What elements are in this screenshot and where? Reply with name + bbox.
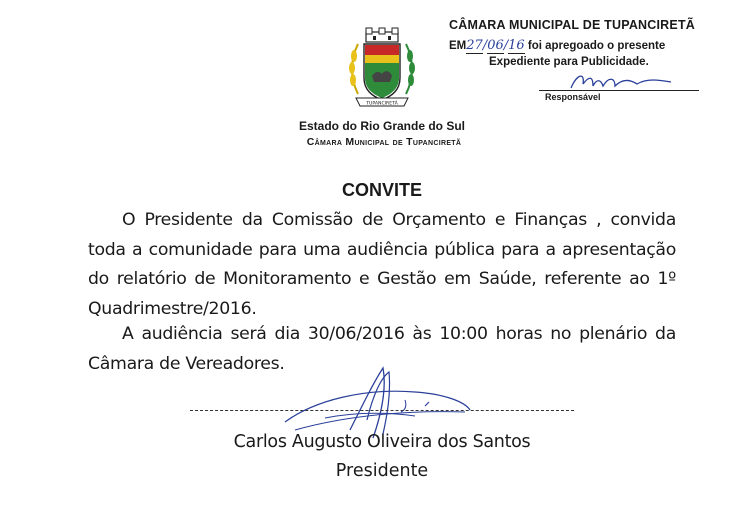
- stamp-date-year: 16: [508, 38, 525, 53]
- hearing-date-paragraph: A audiência será dia 30/06/2016 às 10:00 horas no plenário da Câmara de Vereadores.: [88, 324, 676, 374]
- stamp-date-day: 27: [466, 38, 483, 53]
- municipal-coat-of-arms-icon: [340, 26, 424, 110]
- chamber-heading: Câmara Municipal de Tupanciretã: [306, 136, 462, 148]
- state-heading: Estado do Rio Grande do Sul: [298, 119, 465, 133]
- stamp-expedient-line: Expediente para Publicidade.: [489, 56, 649, 68]
- wheat-left-icon: [349, 44, 358, 94]
- stamp-date-month: 06: [487, 38, 504, 53]
- stamp-prefix: EM: [449, 40, 467, 52]
- publication-stamp: [449, 18, 714, 102]
- shield-icon: [364, 44, 400, 100]
- invitation-paragraph: O Presidente da Comissão de Orçamento e Finanças , convida toda a comunidade para uma audiência pública para a apresentação do relatório de Monitoramento e Gestão em Saúde, referente ao 1º Quadrimestre/2016.: [88, 210, 676, 319]
- crown-icon: [366, 28, 398, 42]
- stamp-suffix: foi apregoado o presente: [527, 40, 666, 52]
- stamp-title: CÂMARA MUNICIPAL DE TUPANCIRETÃ: [449, 18, 696, 32]
- document-title: CONVITE: [341, 180, 422, 200]
- branch-right-icon: [406, 44, 415, 94]
- stamp-date-line: EM27/06/16 foi apregoado o presente: [449, 38, 666, 53]
- signer-role: Presidente: [335, 461, 429, 481]
- crest-banner-text: TUPANCIRETÃ: [366, 101, 398, 107]
- stamp-signature-line: [539, 90, 699, 91]
- signer-name: Carlos Augusto Oliveira dos Santos: [233, 432, 531, 452]
- stamp-responsible-label: Responsável: [545, 92, 601, 102]
- signature-line: [190, 410, 574, 411]
- stamp-signature-scribble-icon: [567, 70, 677, 92]
